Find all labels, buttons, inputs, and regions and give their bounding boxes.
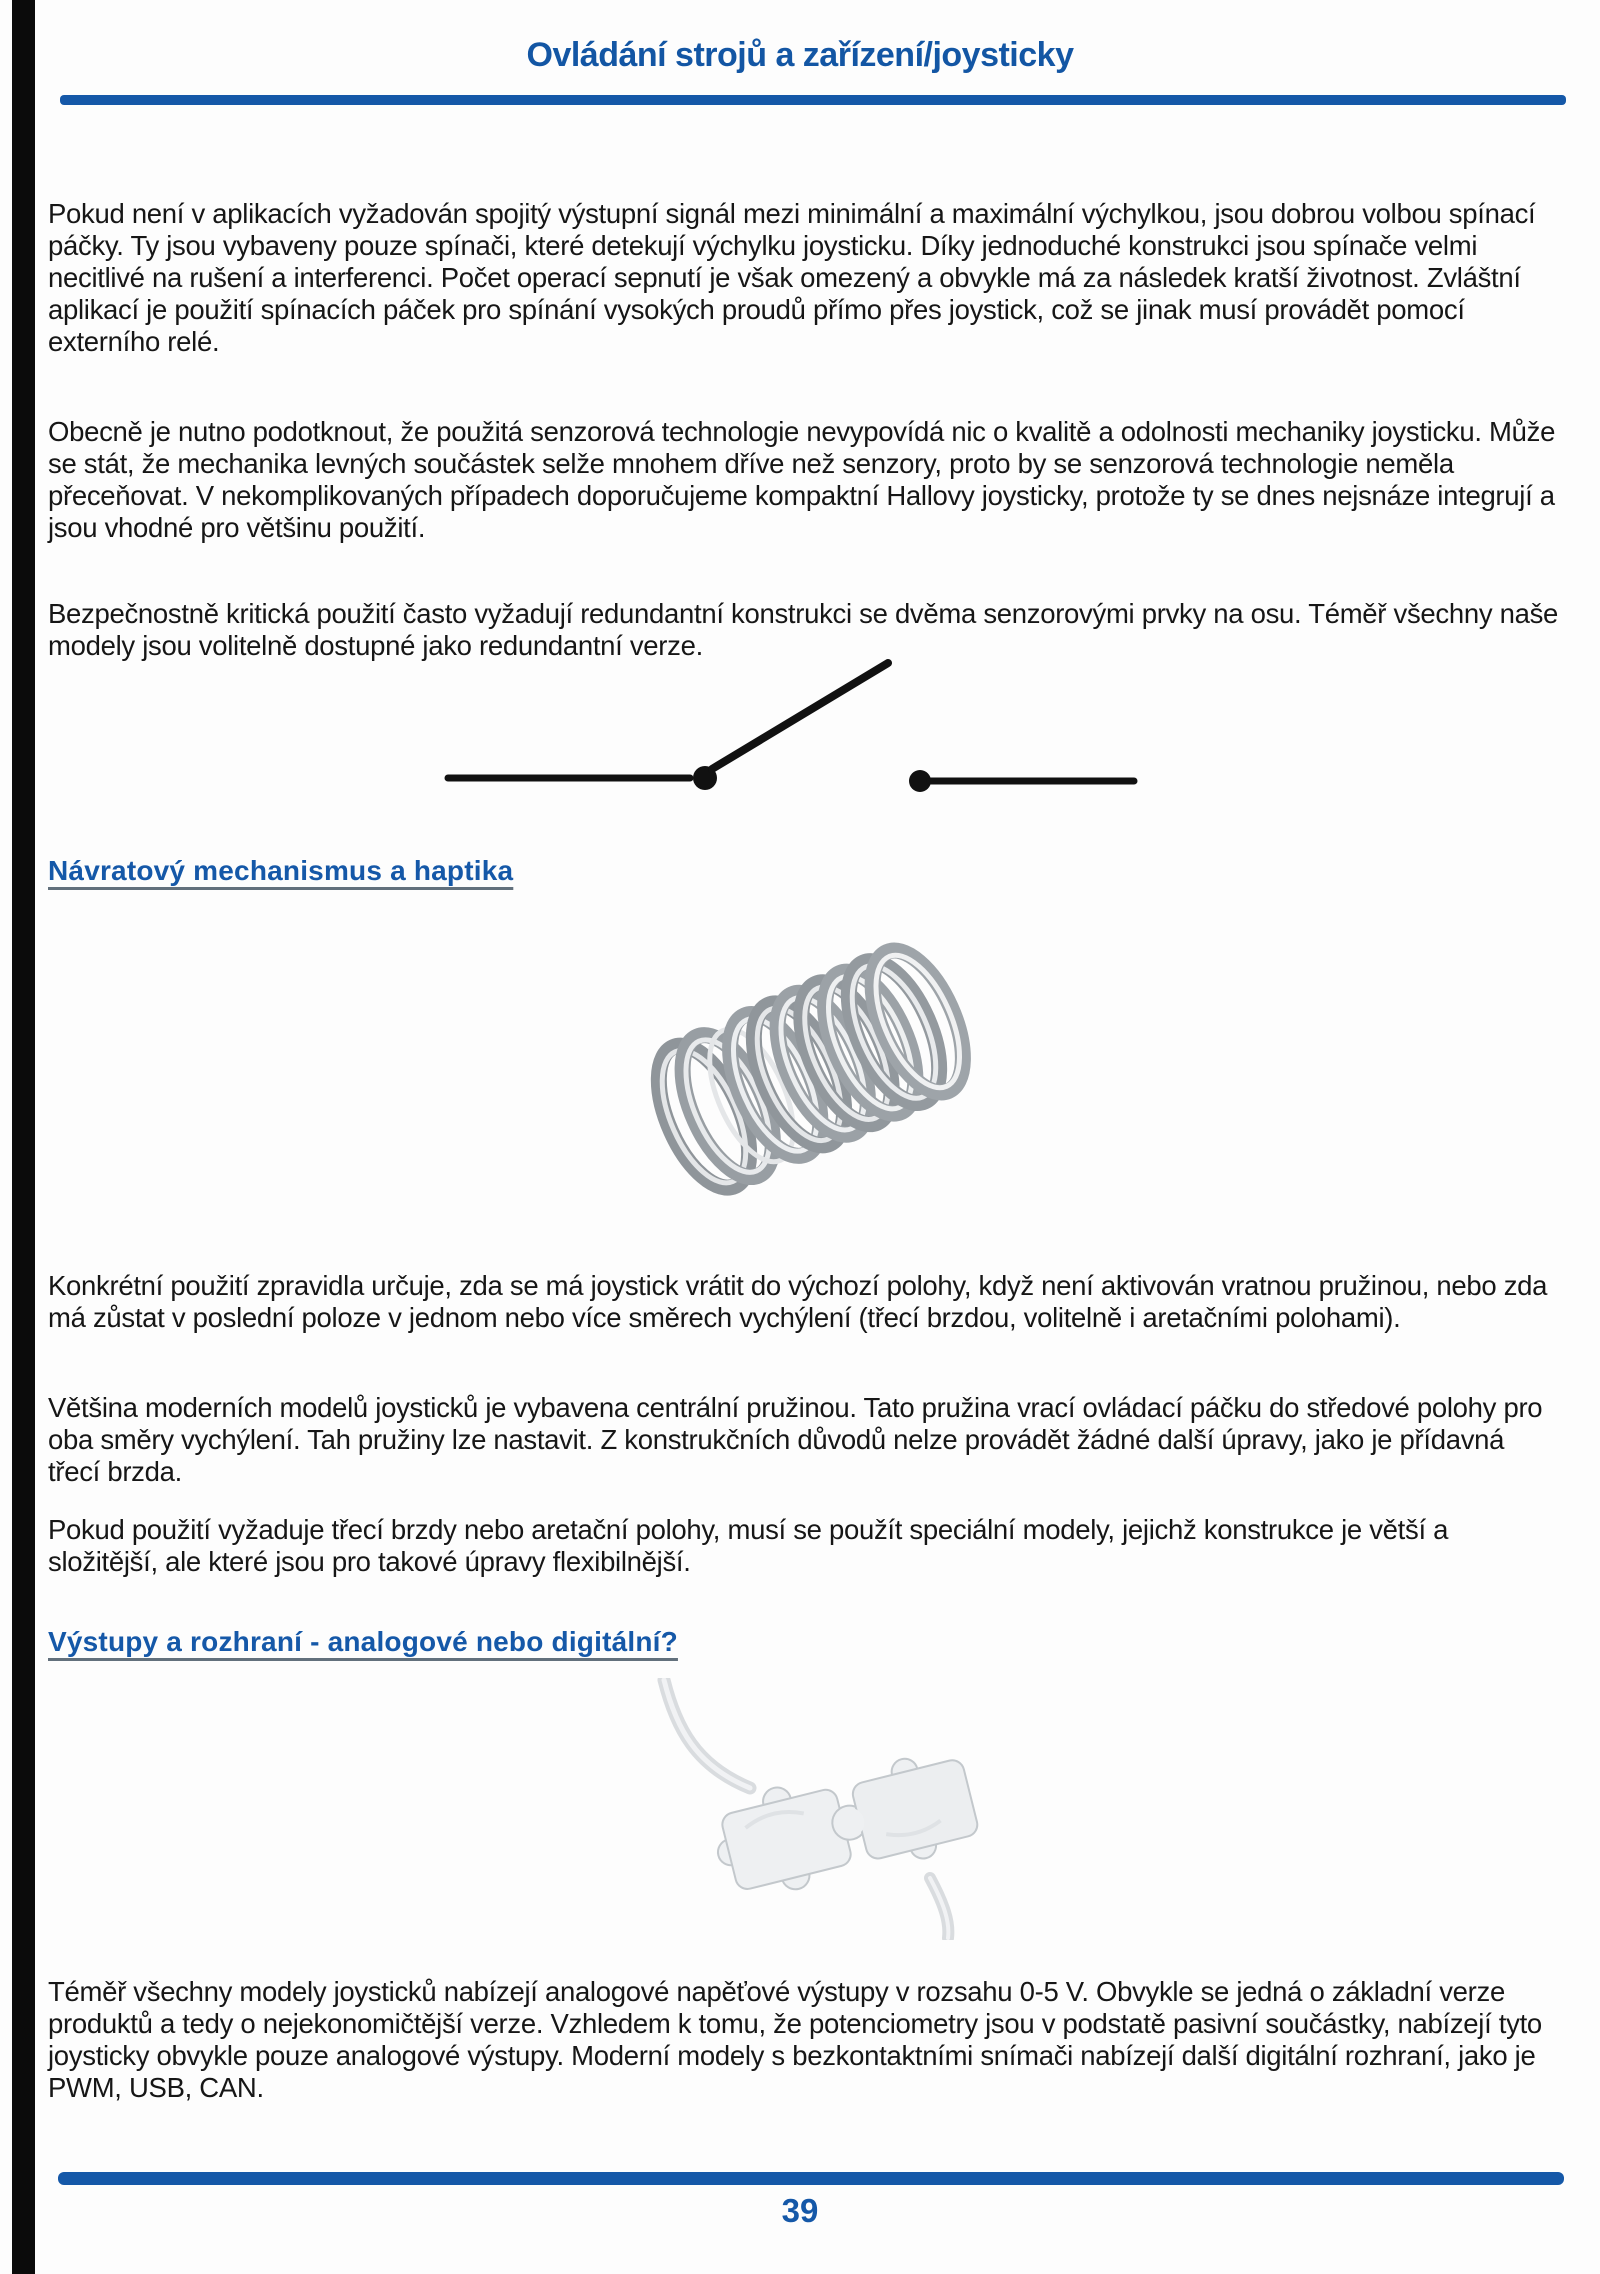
page-title: Ovládání strojů a zařízení/joysticky: [526, 36, 1074, 74]
paragraph-redundant-design: Bezpečnostně kritická použití často vyžadují redundantní konstrukci se dvěma senzorovými prvky na osu. Téměř všechny naše modely jsou volitelně dostupné jako redundantní verze.: [48, 597, 1559, 661]
footer-divider: [58, 2172, 1564, 2185]
page-number: 39: [781, 2192, 819, 2229]
paragraph-special-models: Pokud použití vyžaduje třecí brzdy nebo aretační polohy, musí se použít speciální modely, jejichž konstrukce je větší a složitější, ale které jsou pro takové úpravy flexibilnější.: [48, 1513, 1449, 1577]
header-divider: [60, 95, 1566, 105]
paragraph-analog-outputs: Téměř všechny modely joysticků nabízejí analogové napěťové výstupy v rozsahu 0-5 V. Obvykle se jedná o základní verze produktů a tedy o nejekonomičtější verze. Vzhledem k tomu, že potenciometry jsou v podstatě pasivní součástky, nabízejí tyto joysticky obvykle pouze analogové výstupy. Moderní modely s bezkontaktními snímači nabízejí další digitální rozhraní, jako je PWM, USB, CAN.: [48, 1975, 1542, 2103]
spring-image: [615, 910, 1025, 1215]
heading-outputs-interfaces: Výstupy a rozhraní - analogové nebo digitální?: [48, 1626, 678, 1657]
paragraph-return-behavior: Konkrétní použití zpravidla určuje, zda se má joystick vrátit do výchozí polohy, když není aktivován vratnou pružinou, nebo zda má zůstat v poslední poloze v jednom nebo více směrech vychýlení (třecí brzdou, volitelně i aretačními polohami).: [48, 1269, 1548, 1333]
heading-return-mechanism: Návratový mechanismus a haptika: [48, 855, 514, 886]
book-spine-scan-bar: [12, 0, 35, 2274]
switch-symbol-diagram: [440, 643, 1140, 818]
paragraph-switch-levers: Pokud není v aplikacích vyžadován spojitý výstupní signál mezi minimální a maximální výchylkou, jsou dobrou volbou spínací páčky. Ty jsou vybaveny pouze spínači, které detekují výchylku joysticku. Díky jednoduché konstrukci jsou spínače velmi necitlivé na rušení a interferenci. Počet operací sepnutí je však omezený a obvykle má za následek kratší životnost. Zvláštní aplikací je použití spínacích páček pro spínání vysokých proudů přímo přes joystick, což se jinak musí provádět pomocí externího relé.: [48, 197, 1536, 357]
paragraph-sensor-technology: Obecně je nutno podotknout, že použitá senzorová technologie nevypovídá nic o kvalitě a odolnosti mechaniky joysticku. Může se stát, že mechanika levných součástek selže mnohem dříve než senzory, proto by se senzorová technologie neměla přeceňovat. V nekomplikovaných případech doporučujeme kompaktní Hallovy joysticky, protože ty se dnes nejsnáze integrují a jsou vhodné pro většinu použití.: [48, 415, 1556, 543]
paragraph-central-spring: Většina moderních modelů joysticků je vybavena centrální pružinou. Tato pružina vrací ovládací páčku do středové polohy pro oba směry vychýlení. Tah pružiny lze nastavit. Z konstrukčních důvodů nelze provádět žádné další úpravy, jako je přídavná třecí brzda.: [48, 1391, 1543, 1487]
puzzle-connector-image: [598, 1678, 1030, 1940]
